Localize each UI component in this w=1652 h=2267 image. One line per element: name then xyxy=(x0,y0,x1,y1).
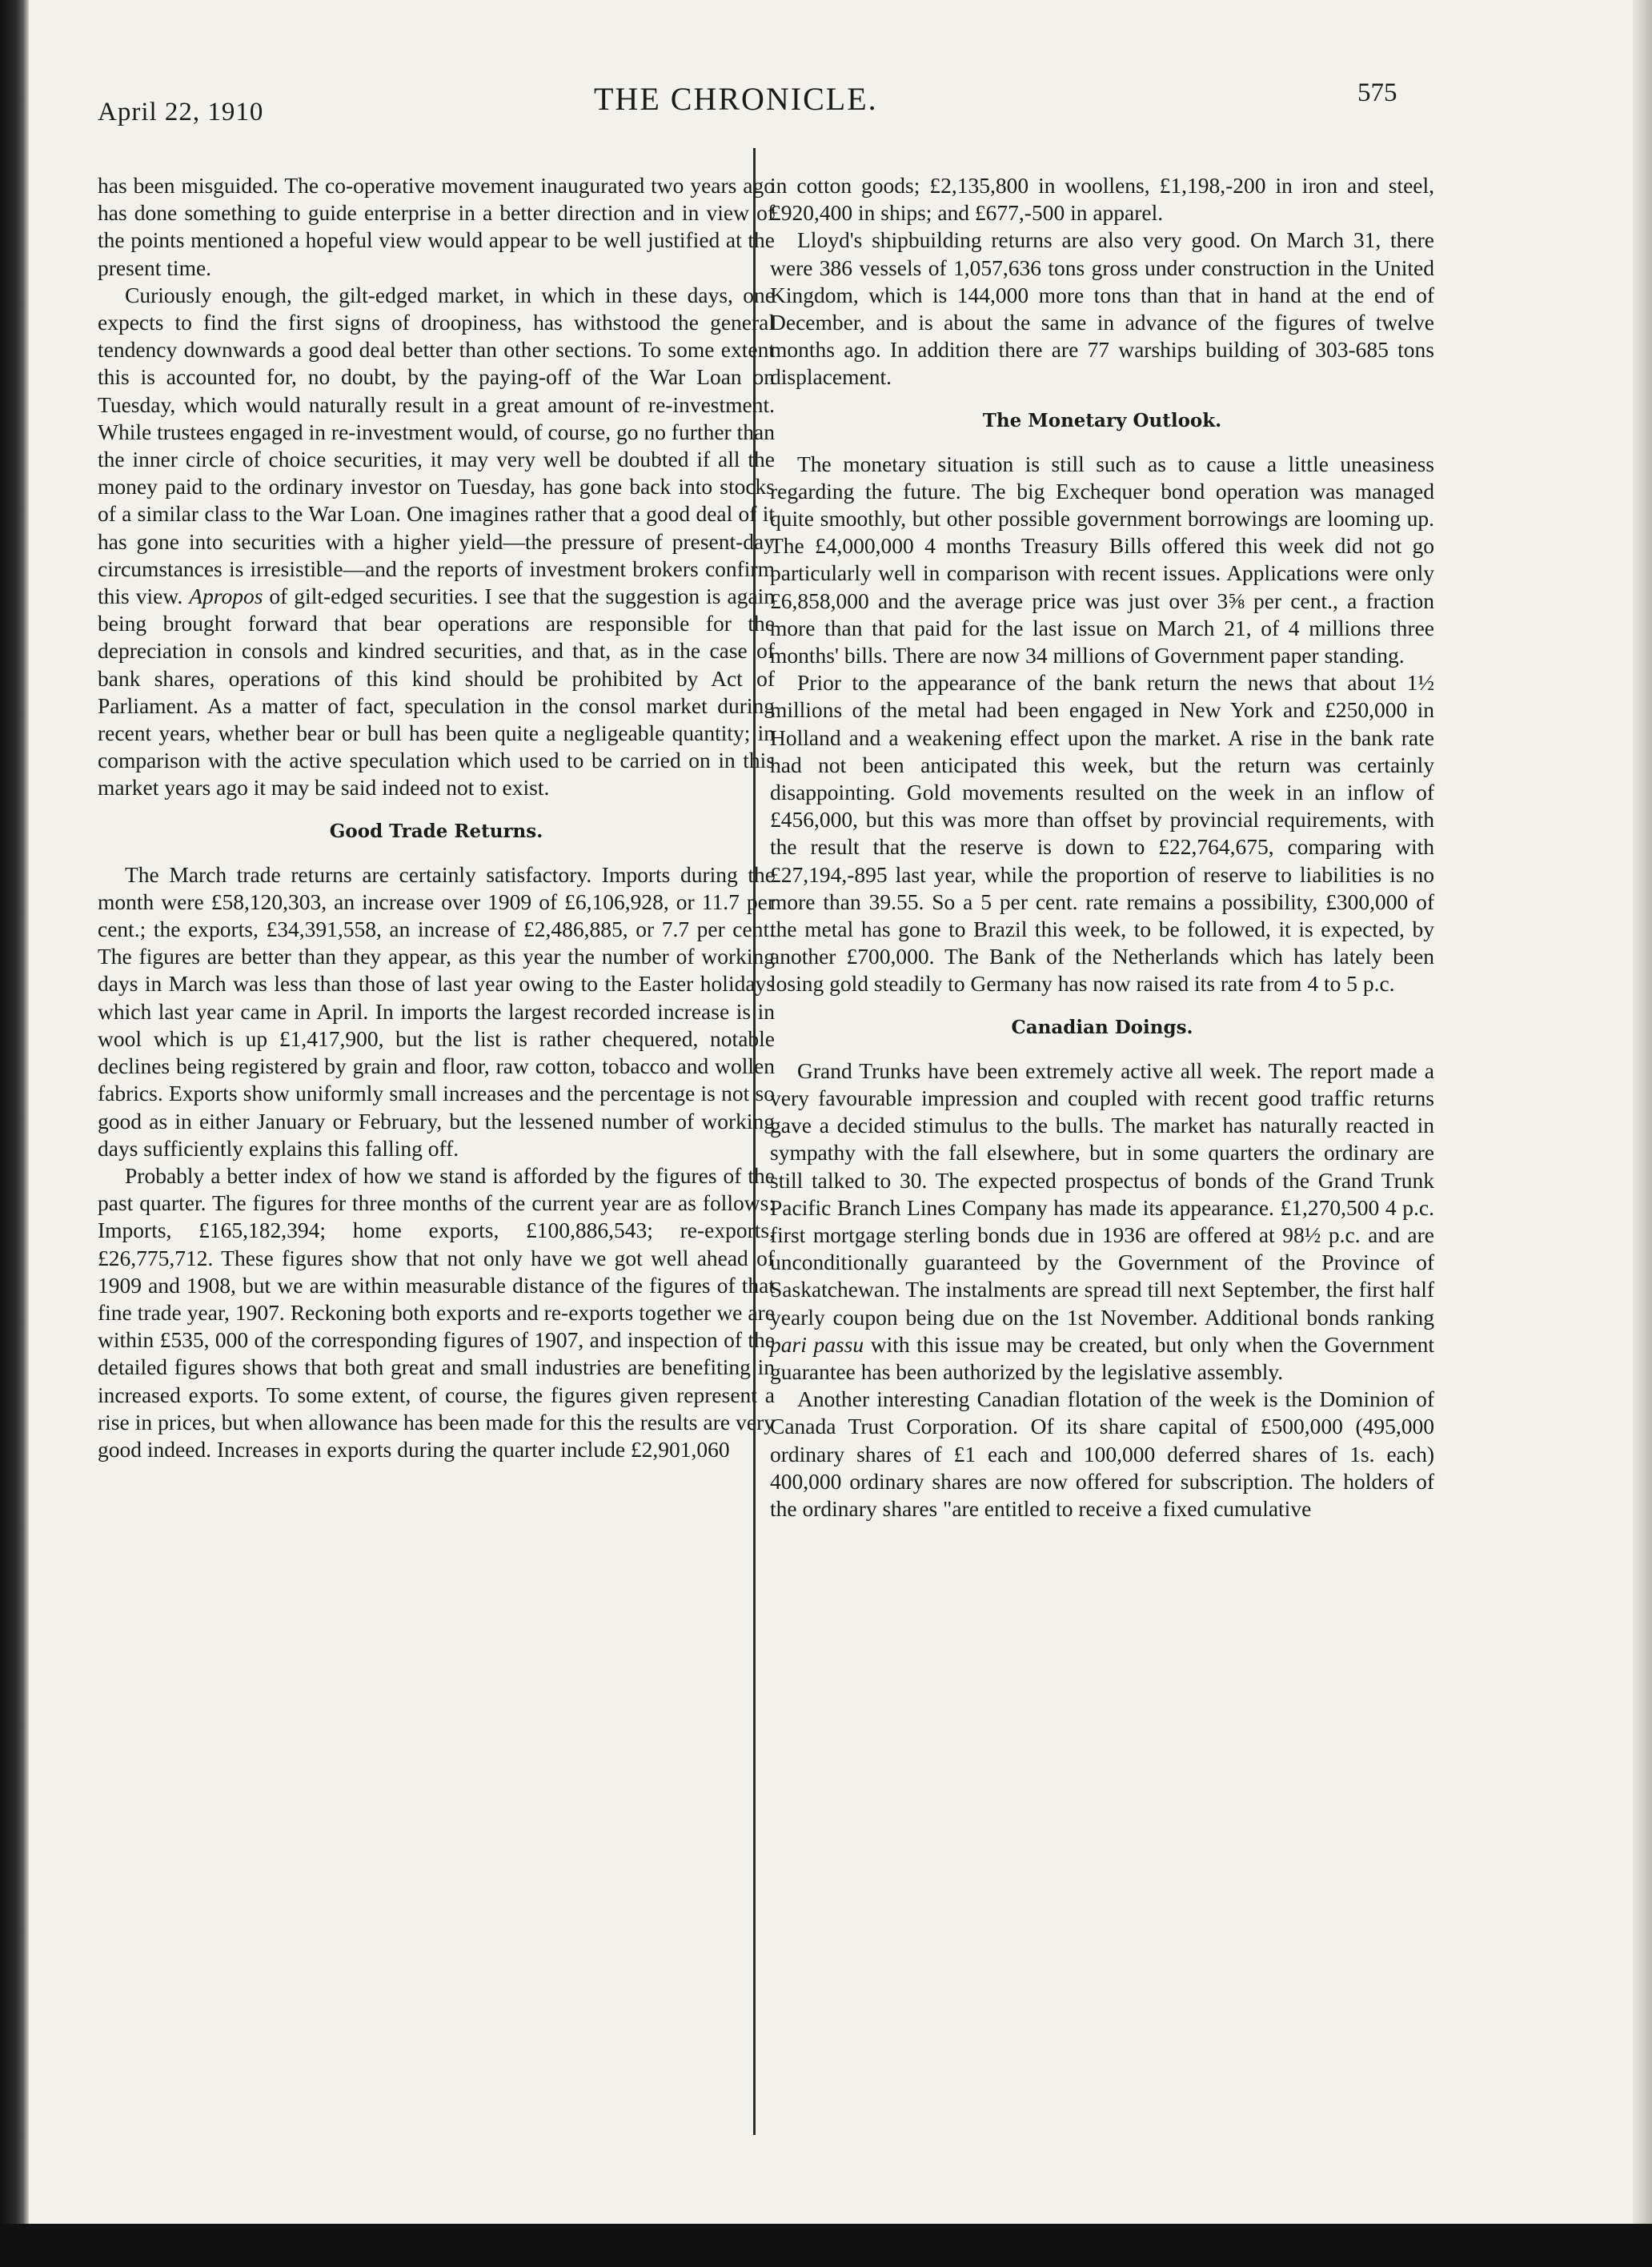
heading-monetary-outlook: The Monetary Outlook. xyxy=(982,409,1222,431)
paragraph-misguided: has been misguided. The co-operative movement inaugurated two years ago has done something to guide enterprise in a better direction and in view of the points mentioned a hopeful view would appear to be well justified at the present time. xyxy=(98,173,775,280)
header-date: April 22, 1910 xyxy=(98,98,264,126)
gilt-edged-text: Curiously enough, the gilt-edged market, in which in these days, one expects to find the first signs of droopiness, has withstood the general tendency downwards a good deal better than other sections. To some extent this is accounted for, no doubt, by the paying-off of the War Loan on Tuesday, which would naturally result in a great amount of re-investment. While trustees engaged in re-investment would, of course, go no further than the inner circle of choice securities, it may very well be doubted if all the money paid to the ordinary investor on Tuesday, has gone back into stocks of a similar class to the War Loan. One imagines rather that a good deal of it has gone into securities with a higher yield—the pressure of present-day circumstances is irresistible—and the reports of investment brokers confirm this view. xyxy=(98,282,775,609)
paragraph-bank-return: Prior to the appearance of the bank return the news that about 1½ millions of the metal had been engaged in New York and £250,000 in Holland and a weakening effect upon the market. A rise in the bank rate had not been anticipated this week, but the return was certainly disappointing. Gold movements resulted on the week in an inflow of £456,000, but this was more than offset by provincial requirements, with the result that the reserve is down to £22,764,675, comparing with £27,194,-895 last year, while the proportion of reserve to liabilities is no more than 39.55. So a 5 per cent. rate remains a possibility, £300,000 of the metal has gone to Brazil this week, to be followed, it is expected, by another £700,000. The Bank of the Netherlands which has lately been losing gold steadily to Germany has now raised its rate from 4 to 5 p.c. xyxy=(770,670,1434,997)
heading-good-trade-returns: Good Trade Returns. xyxy=(329,820,543,842)
apropos-italic: Apropos xyxy=(189,584,263,609)
paragraph-lloyds-shipbuilding: Lloyd's shipbuilding returns are also very good. On March 31, there were 386 vessels of 1,057,636 tons gross under construction in the United Kingdom, which is 144,000 more tons than that in hand at the end of December, and is about the same in advance of the figures of twelve months ago. In addition there are 77 warships building of 303-685 tons displacement. xyxy=(770,227,1434,390)
heading-canadian-doings: Canadian Doings. xyxy=(1011,1016,1193,1038)
pari-passu-italic: pari passu xyxy=(770,1331,864,1357)
left-column xyxy=(98,172,775,1463)
paragraph-grand-trunks xyxy=(770,1057,1434,1386)
paragraph-gilt-edged xyxy=(98,282,775,802)
page-right-edge xyxy=(1633,0,1652,2267)
paragraph-dominion-trust: Another interesting Canadian flotation of the week is the Dominion of Canada Trust Corporation. Of its share capital of £500,000 (495,000 ordinary shares of £1 each and 100,000 deferred shares of 1s. each) 400,000 ordinary shares are now offered for subscription. The holders of the ordinary shares "are entitled to receive a fixed cumulative xyxy=(770,1386,1434,1521)
paragraph-exports-continued: in cotton goods; £2,135,800 in woollens, £1,198,-200 in iron and steel, £920,400 in ships; and £677,-500 in apparel. xyxy=(770,173,1434,226)
paragraph-monetary-situation: The monetary situation is still such as to cause a little uneasiness regarding the future. The big Exchequer bond operation was managed quite smoothly, but other possible government borrowings are looming up. The £4,000,000 4 months Treasury Bills offered this week did not go particularly well in comparison with recent issues. Applications were only £6,858,000 and the average price was just over 3⅝ per cent., a fraction more than that paid for the last issue on March 21, of 4 millions three months' bills. There are now 34 millions of Government paper standing. xyxy=(770,451,1434,668)
book-binding-edge xyxy=(0,0,29,2267)
right-column xyxy=(770,172,1434,1523)
page-bottom-edge xyxy=(0,2224,1652,2267)
grand-trunks-text: Grand Trunks have been extremely active all week. The report made a very favourable impression and coupled with recent good traffic returns gave a decided stimulus to the bulls. The market has naturally reacted in sympathy with the fall elsewhere, but in some quarters the ordinary are still talked to 30. The expected prospectus of bonds of the Grand Trunk Pacific Branch Lines Company has made its appearance. £1,270,500 4 p.c. first mortgage sterling bonds due in 1936 are offered at 98½ p.c. and are unconditionally guaranteed by the Government of the Province of Saskatchewan. The instalments are spread till next September, the first half yearly coupon being due on the 1st November. Additional bonds ranking xyxy=(770,1057,1434,1330)
paragraph-march-trade: The March trade returns are certainly satisfactory. Imports during the month were £58,120,303, an increase over 1909 of £6,106,928, or 11.7 per cent.; the exports, £34,391,558, an increase of £2,486,885, or 7.7 per cent. The figures are better than they appear, as this year the number of working days in March was less than those of last year owing to the Easter holidays which last year came in April. In imports the largest recorded increase is in wool which is up £1,417,900, but the list is rather chequered, notable declines being registered by grain and floor, raw cotton, tobacco and wollen fabrics. Exports show uniformly small increases and the percentage is not so good as in either January or February, but the lessened number of working days sufficiently explains this falling off. xyxy=(98,861,775,1161)
page-number: 575 xyxy=(1357,78,1397,107)
paragraph-quarter-index: Probably a better index of how we stand is afforded by the figures of the past quarter. The figures for three months of the current year are as follows: Imports, £165,182,394; home exports, £100,886,543; re-exports, £26,775,712. These figures show that not only have we got well ahead of 1909 and 1908, but we are within measurable distance of the figures of that fine trade year, 1907. Reckoning both exports and re-exports together we are within £535, 000 of the corresponding figures of 1907, and inspection of the detailed figures shows that both great and small industries are benefiting in increased exports. To some extent, of course, the figures given represent a rise in prices, but when allowance has been made for this the results are very good indeed. Increases in exports during the quarter include £2,901,060 xyxy=(98,1162,775,1462)
grand-trunks-text-cont: with this issue may be created, but only when the Government guarantee has been authorized by the legislative assembly. xyxy=(770,1331,1434,1384)
gilt-edged-text-cont: of gilt-edged securities. I see that the suggestion is again being brought forward that bear operations are responsible for the depreciation in consols and kindred securities, and that, as in the case of bank shares, operations of this kind should be prohibited by Act of Parliament. As a matter of fact, speculation in the consol market during recent years, whether bear or bull has been quite a negligeable quantity; in comparison with the active speculation which used to be carried on in this market years ago it may be said indeed not to exist. xyxy=(98,584,776,800)
publication-title: THE CHRONICLE. xyxy=(594,81,878,117)
